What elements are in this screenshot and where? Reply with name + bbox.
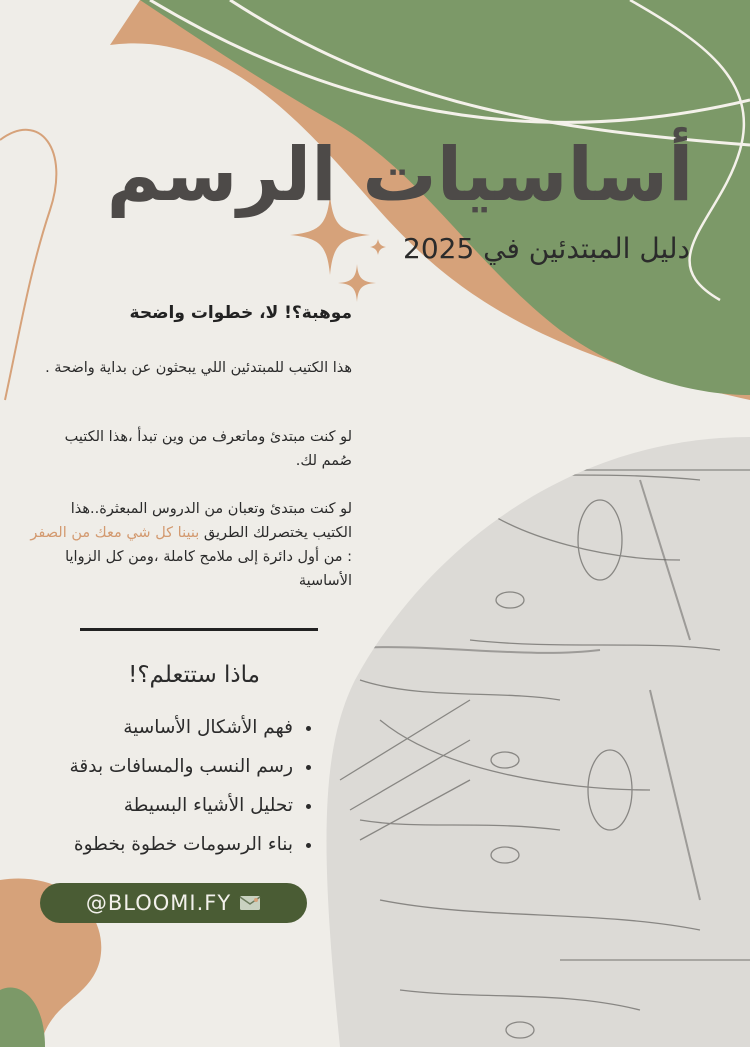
intro-highlight: بنينا كل شي معك من الصفر	[30, 525, 200, 541]
learn-list-item: تحليل الأشياء البسيطة	[10, 786, 315, 825]
learn-list	[10, 708, 315, 864]
mail-icon	[239, 895, 261, 911]
page-subtitle: دليل المبتدئين في 2025	[403, 232, 690, 265]
section-divider	[80, 628, 318, 631]
sparkle-small	[338, 264, 376, 302]
social-handle-text: @BLOOMI.FY	[85, 891, 232, 915]
learn-heading: ماذا ستتعلم؟!	[128, 662, 260, 688]
intro-paragraph-3-rest: : من أول دائرة إلى ملامح كاملة ،ومن كل الزوايا الأساسية	[65, 549, 352, 589]
intro-paragraph-1: هذا الكتيب للمبتدئين اللي يبحثون عن بداية واضحة .	[45, 360, 352, 376]
learn-list-item: بناء الرسومات خطوة بخطوة	[10, 825, 315, 864]
intro-paragraph-3-text: لو كنت مبتدئ وتعبان من الدروس المبعثرة..هذا الكتيب يختصرلك الطريق	[70, 501, 352, 541]
page-title: أساسيات الرسم	[106, 132, 694, 218]
social-handle-button[interactable]	[40, 883, 307, 923]
learn-list-item: فهم الأشكال الأساسية	[10, 708, 315, 747]
sketch-illustration	[300, 430, 750, 1047]
intro-paragraph-3	[30, 497, 352, 593]
hook-heading: موهبة؟! لا، خطوات واضحة	[129, 303, 352, 323]
learn-list-item: رسم النسب والمسافات بدقة	[10, 747, 315, 786]
intro-paragraph-2: لو كنت مبتدئ وماتعرف من وين تبدأ ،هذا الكتيب صُمم لك.	[64, 429, 352, 469]
